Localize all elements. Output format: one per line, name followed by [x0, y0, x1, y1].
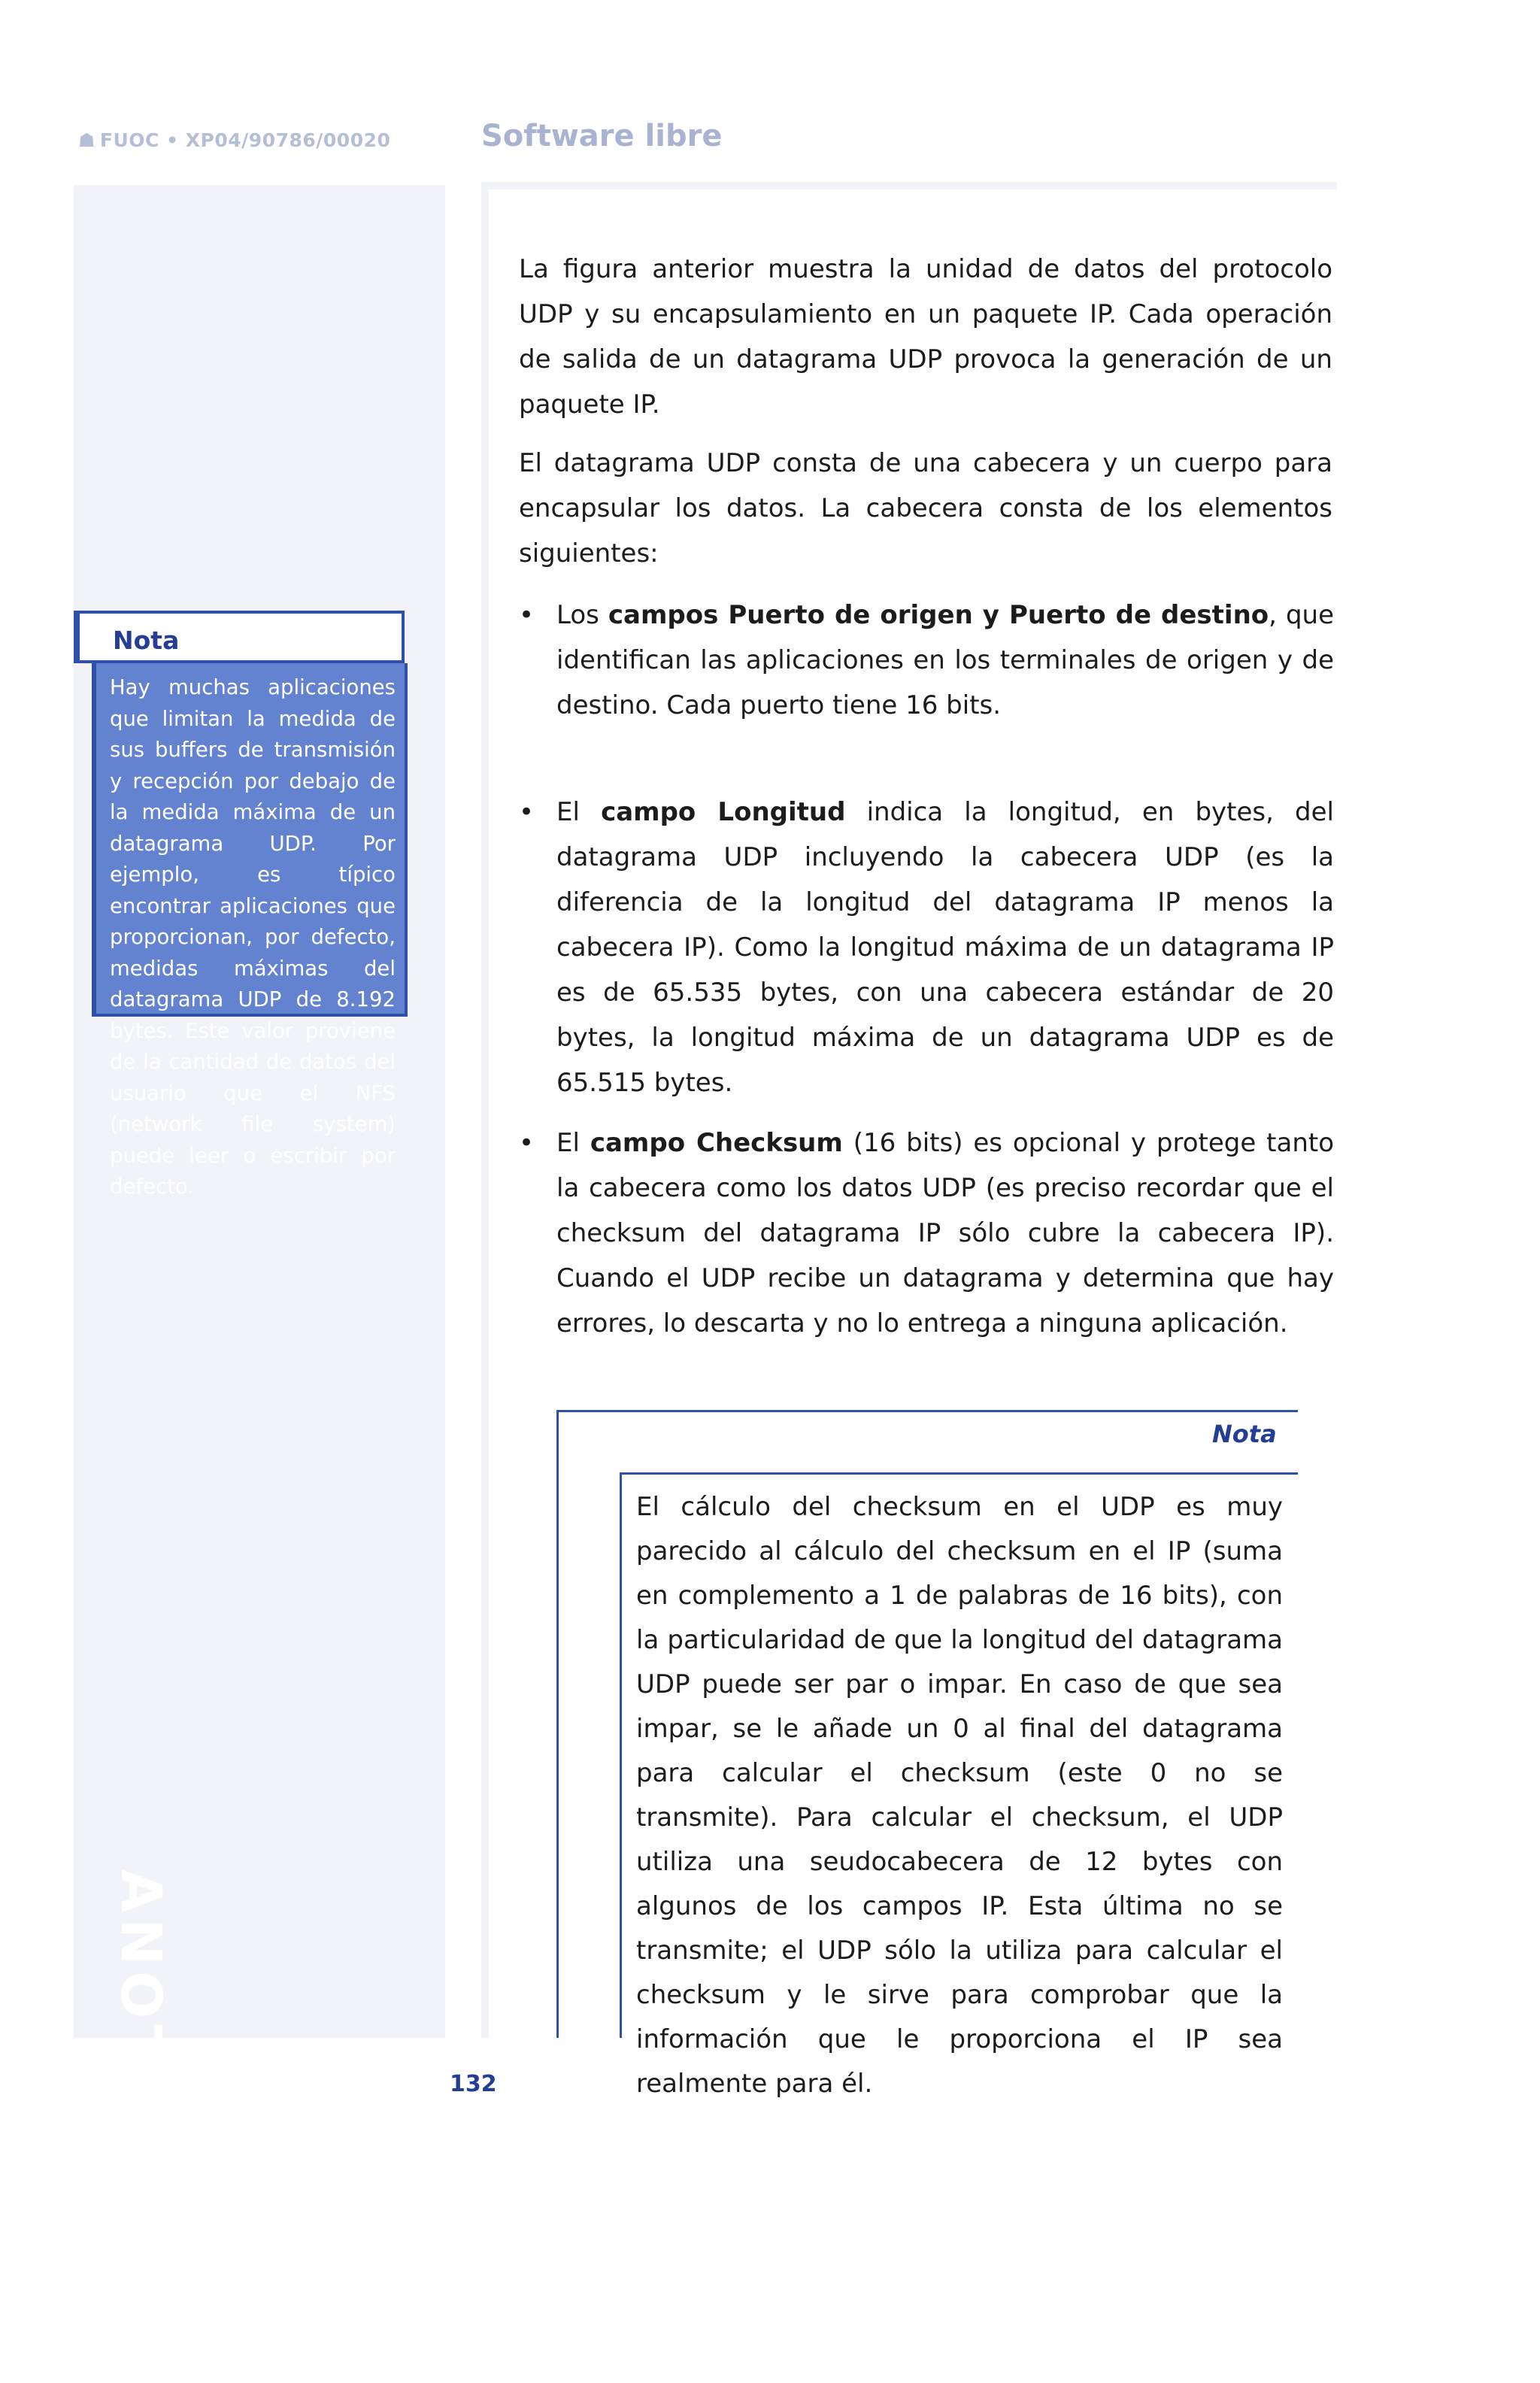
- inner-note-body: El cálculo del checksum en el UDP es muy parecido al cálculo del checksum en el IP (suma en complemento a 1 de palabras de 16 bits), con la particularidad de que la longitud del datagrama UDP puede ser par o impar. En caso de que sea impar, se le añade un 0 al final del datagrama para calcular el checksum (este 0 no se transmite). Para calcular el checksum, el UDP utiliza una seudocabecera de 12 bytes con algunos de los campos IP. Esta última no se transmite; el UDP sólo la utiliza para calcular el checksum y le sirve para comprobar que la información que le proporciona el IP sea realmente para él.: [636, 1492, 1283, 2099]
- side-note: [74, 611, 408, 1199]
- side-note-body: Hay muchas aplicaciones que limitan la medida de sus buffers de transmisión y recepción por debajo de la medida máxima de un datagrama UDP. Por ejemplo, es típico encontrar aplicaciones que proporcionan, por defecto, medidas máximas del datagrama UDP de 8.192 bytes. Este valor proviene de la cantidad de datos del usuario que el NFS (network file system) puede leer o escribir por defecto.: [110, 675, 396, 1199]
- side-note-title-box: [74, 611, 405, 663]
- note-frame-left: [556, 1410, 559, 2038]
- running-header-title: Software libre: [481, 119, 723, 153]
- note-inner-left: [620, 1472, 622, 2038]
- running-header-left: [78, 129, 390, 151]
- bullet-icon: •: [519, 1128, 535, 1158]
- bullet-icon: •: [519, 600, 535, 630]
- side-note-body-box: [92, 663, 408, 1199]
- list-item: • Los campos Puerto de origen y Puerto de destino, que identifican las aplicaciones en los terminales de origen y de destino. Cada puerto tiene 16 bits.: [519, 593, 1334, 728]
- annotation-margin-label: ANOTACIONES: [108, 1869, 173, 2383]
- list-item: • El campo Checksum (16 bits) es opcional y protege tanto la cabecera como los datos UDP (es preciso recordar que el checksum del datagrama IP sólo cubre la cabecera IP). Cuando el UDP recibe un datagrama y determina que hay errores, lo descarta y no lo entrega a ninguna aplicación.: [519, 1120, 1334, 1346]
- bullet-icon: •: [519, 797, 535, 827]
- list-item: • El campo Longitud indica la longitud, en bytes, del datagrama UDP incluyendo la cabecera UDP (es la diferencia de la longitud del datagrama IP menos la cabecera IP). Como la longitud máxima de un datagrama IP es de 65.535 bytes, con una cabecera estándar de 20 bytes, la longitud máxima de un datagrama UDP es de 65.515 bytes.: [519, 790, 1334, 1105]
- note-frame-top: [556, 1410, 1298, 1412]
- paragraph-1: La figura anterior muestra la unidad de datos del protocolo UDP y su encapsulamiento en un paquete IP. Cada operación de salida de un datagrama UDP provoca la generación de un paquete IP.: [519, 254, 1332, 420]
- page-number: 132: [450, 2071, 497, 2097]
- inner-note-title: Nota: [1212, 1420, 1277, 1448]
- paragraph-2: El datagrama UDP consta de una cabecera y un cuerpo para encapsular los datos. La cabecera consta de los elementos siguientes:: [519, 448, 1332, 568]
- main-column-top-rule: [481, 182, 1337, 189]
- note-inner-top: [620, 1472, 1298, 1475]
- main-column-left-rule: [481, 182, 489, 2038]
- fuoc-logo-icon: ☗: [78, 129, 95, 151]
- side-note-title: Nota: [113, 626, 180, 655]
- header-left-text: FUOC • XP04/90786/00020: [99, 129, 391, 151]
